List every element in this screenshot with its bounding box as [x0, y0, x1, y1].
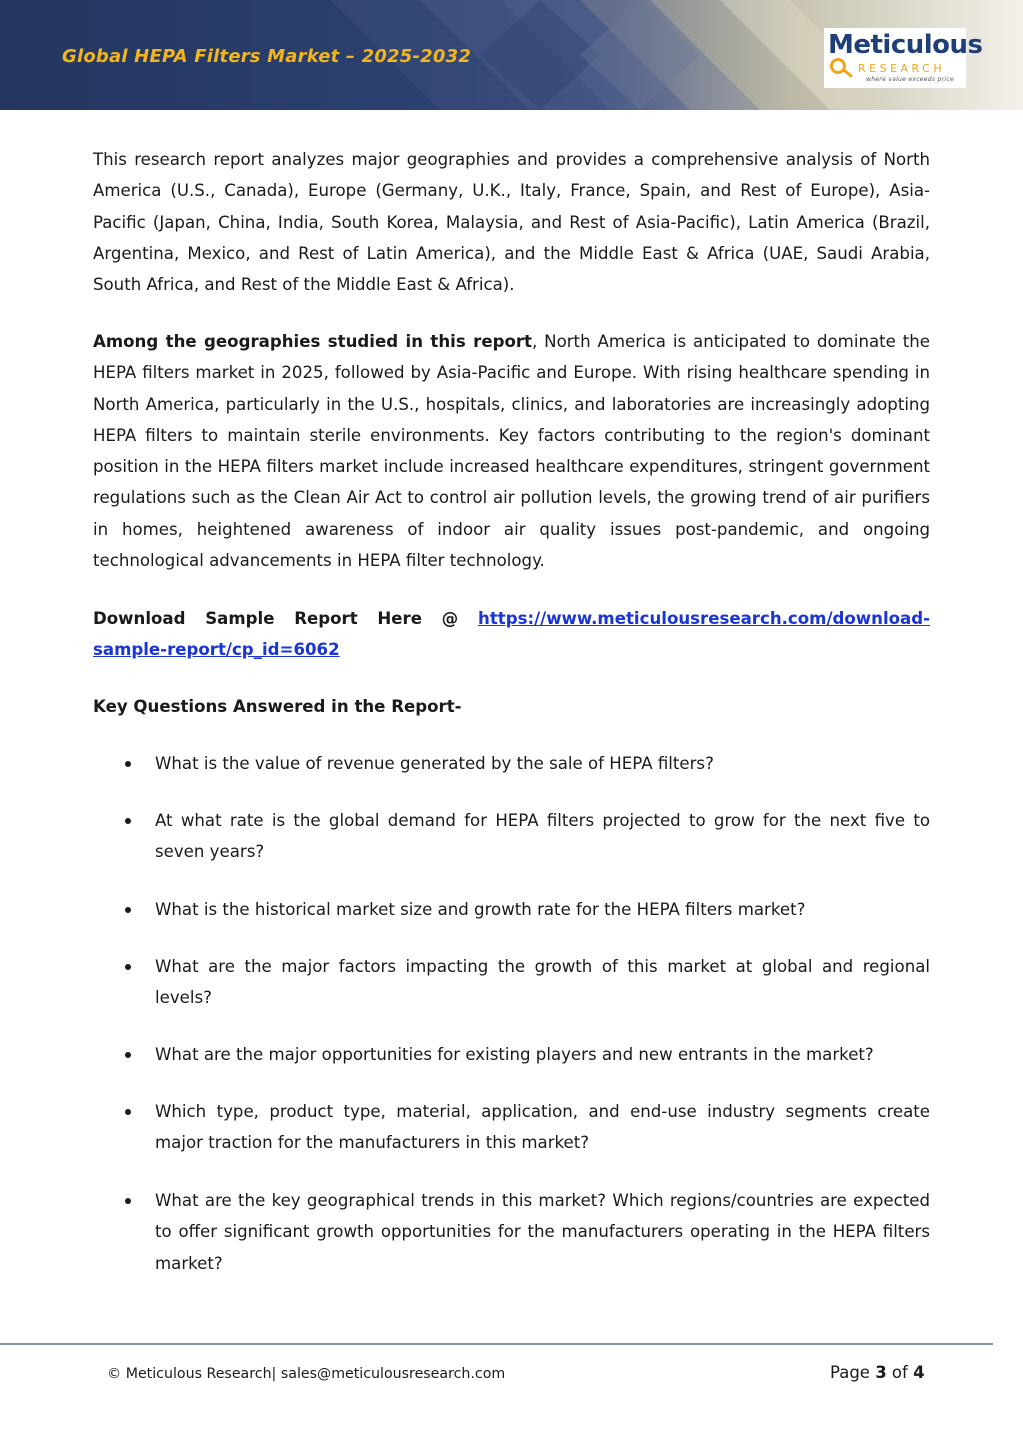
download-sample-line	[93, 603, 930, 666]
list-item	[155, 805, 930, 868]
dominance-paragraph	[93, 326, 930, 576]
question-text: Which type, product type, material, application, and end-use industry segments create major traction for the manufacturers in this market?	[155, 1102, 930, 1153]
download-sample-link[interactable]: https://www.meticulousresearch.com/download-sample-report/cp_id=6062	[93, 609, 930, 660]
list-item	[155, 894, 930, 925]
bullet-icon	[125, 964, 131, 970]
question-text: At what rate is the global demand for HEPA filters projected to grow for the next five to seven years?	[155, 811, 930, 862]
page-of: of	[886, 1363, 914, 1382]
email-link[interactable]: sales@meticulousresearch.com	[280, 1366, 506, 1382]
question-text: What is the value of revenue generated by the sale of HEPA filters?	[155, 754, 714, 773]
dominance-lead: Among the geographies studied in this report	[93, 332, 532, 351]
bullet-icon	[125, 1198, 131, 1204]
copyright-text: © Meticulous Research|	[107, 1366, 281, 1382]
question-text: What are the major factors impacting the growth of this market at global and regional levels?	[155, 957, 930, 1008]
download-label: Download Sample Report Here @	[93, 609, 479, 628]
magnifier-handle	[843, 69, 853, 78]
logo-wordmark: Meticulous	[828, 30, 983, 60]
list-item	[155, 1039, 930, 1070]
question-text: What are the major opportunities for existing players and new entrants in the market?	[155, 1045, 874, 1064]
question-text: What are the key geographical trends in this market? Which regions/countries are expected to offer significant growth opportunities for the manufacturers operating in the HEPA filters market?	[155, 1191, 930, 1273]
bullet-icon	[125, 1052, 131, 1058]
document-title: Global HEPA Filters Market – 2025-2032	[62, 46, 472, 67]
page-header	[0, 0, 1023, 110]
list-item	[155, 951, 930, 1014]
meticulous-research-logo	[824, 28, 983, 88]
page-label: Page	[830, 1363, 876, 1382]
bullet-icon	[125, 907, 131, 913]
logo-tagline: where value exceeds price	[866, 76, 954, 83]
question-text: What is the historical market size and growth rate for the HEPA filters market?	[155, 900, 806, 919]
geographies-paragraph: This research report analyzes major geographies and provides a comprehensive analysis of North America (U.S., Canada), Europe (Germany, U.K., Italy, France, Spain, and Rest of Europe), Asia-Pacific (Japan, China, India, South Korea, Malaysia, and Rest of Asia-Pacific), Latin America (Brazil, Argentina, Mexico, and Rest of Latin America), and the Middle East & Africa (UAE, Saudi Arabia, South Africa, and Rest of the Middle East & Africa).	[93, 150, 930, 295]
bullet-icon	[125, 818, 131, 824]
page-current: 3	[875, 1363, 887, 1382]
bullet-icon	[125, 761, 131, 767]
logo-subtitle: RESEARCH	[858, 62, 946, 75]
list-item	[155, 1185, 930, 1279]
list-item	[155, 748, 930, 779]
page-total: 4	[913, 1363, 925, 1382]
footer-copyright	[107, 1366, 505, 1382]
list-item	[155, 1096, 930, 1159]
footer-divider	[0, 1343, 993, 1345]
dominance-text: , North America is anticipated to dominate the HEPA filters market in 2025, followed by Asia-Pacific and Europe. With rising healthcare spending in North America, particularly in the U.S., hospitals, clinics, and laboratories are increasingly adopting HEPA filters to maintain sterile environments. Key factors contributing to the region's dominant position in the HEPA filters market include increased healthcare expenditures, stringent government regulations such as the Clean Air Act to control air pollution levels, the growing trend of air purifiers in homes, heightened awareness of indoor air quality issues post-pandemic, and ongoing technological advancements in HEPA filter technology.	[93, 332, 930, 571]
page-number	[830, 1363, 925, 1382]
bullet-icon	[125, 1109, 131, 1115]
questions-heading: Key Questions Answered in the Report-	[93, 697, 462, 716]
